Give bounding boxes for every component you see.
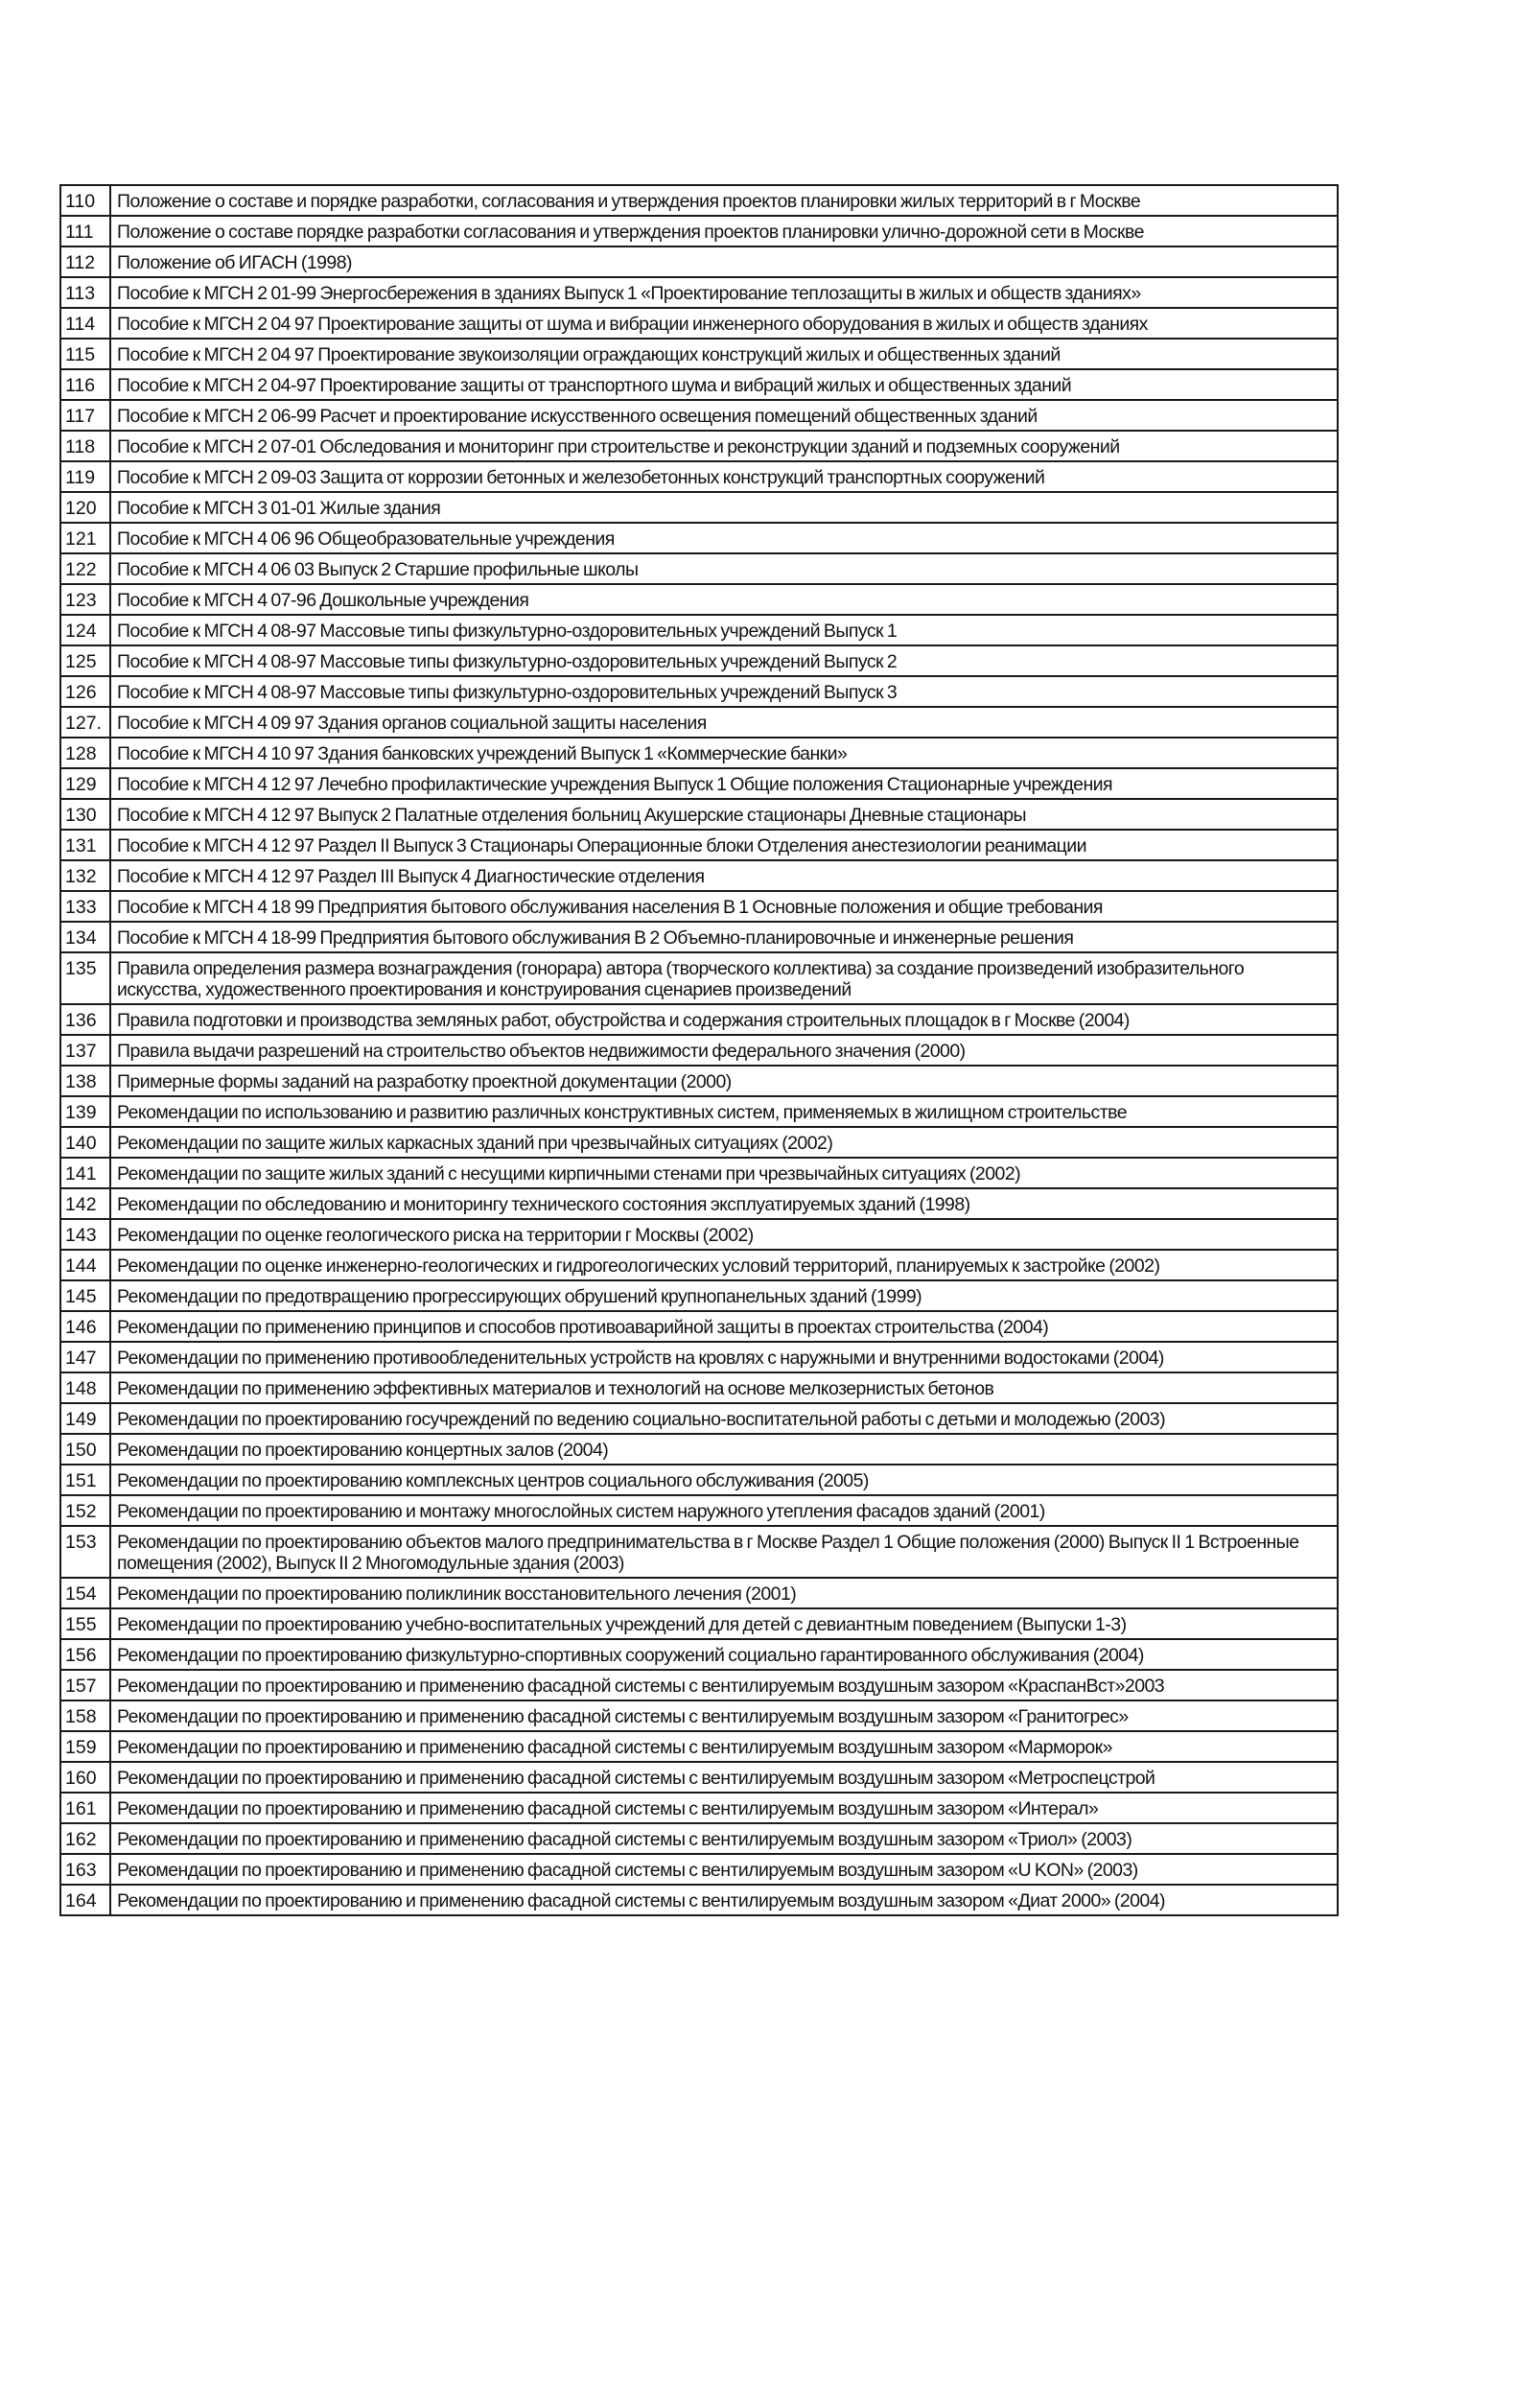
row-number: 129 xyxy=(60,768,110,799)
table-row xyxy=(60,860,1338,891)
row-number: 113 xyxy=(60,277,110,308)
table-row xyxy=(60,1250,1338,1280)
row-number: 145 xyxy=(60,1280,110,1311)
row-number: 151 xyxy=(60,1465,110,1495)
document-title: Рекомендации по проектированию физкультурно-спортивных сооружений социально гарантированного обслуживания (2004) xyxy=(110,1639,1338,1670)
table-row xyxy=(60,553,1338,584)
document-title: Положение о составе и порядке разработки, согласования и утверждения проектов планировки жилых территорий в г Москве xyxy=(110,185,1338,216)
row-number: 159 xyxy=(60,1731,110,1762)
table-row xyxy=(60,461,1338,492)
row-number: 164 xyxy=(60,1885,110,1915)
row-number: 122 xyxy=(60,553,110,584)
document-title: Правила определения размера вознаграждения (гонорара) автора (творческого коллектива) за создание произведений изобразительного искусства, художественного проектирования и конструирования сценариев произведений xyxy=(110,952,1338,1004)
table-row xyxy=(60,1096,1338,1127)
document-title: Рекомендации по проектированию и применению фасадной системы с вентилируемым воздушным зазором «Диат 2000» (2004) xyxy=(110,1885,1338,1915)
table-row xyxy=(60,1035,1338,1066)
document-title: Рекомендации по проектированию и монтажу многослойных систем наружного утепления фасадов зданий (2001) xyxy=(110,1495,1338,1526)
table-row xyxy=(60,1311,1338,1342)
document-title: Пособие к МГСН 2 09-03 Защита от коррозии бетонных и железобетонных конструкций транспортных сооружений xyxy=(110,461,1338,492)
documents-table-body xyxy=(60,185,1338,1915)
row-number: 120 xyxy=(60,492,110,523)
row-number: 148 xyxy=(60,1372,110,1403)
table-row xyxy=(60,584,1338,615)
document-title: Рекомендации по проектированию госучреждений по ведению социально-воспитательной работы с детьми и молодежью (2003) xyxy=(110,1403,1338,1434)
table-row xyxy=(60,1066,1338,1096)
table-row xyxy=(60,1372,1338,1403)
document-title: Рекомендации по защите жилых зданий с несущими кирпичными стенами при чрезвычайных ситуациях (2002) xyxy=(110,1158,1338,1188)
table-row xyxy=(60,523,1338,553)
row-number: 141 xyxy=(60,1158,110,1188)
row-number: 163 xyxy=(60,1854,110,1885)
document-title: Рекомендации по проектированию и применению фасадной системы с вентилируемым воздушным зазором «Гранитогрес» xyxy=(110,1700,1338,1731)
table-row xyxy=(60,645,1338,676)
table-row xyxy=(60,277,1338,308)
row-number: 119 xyxy=(60,461,110,492)
table-row xyxy=(60,1434,1338,1465)
table-row xyxy=(60,400,1338,431)
document-title: Положение об ИГАСН (1998) xyxy=(110,246,1338,277)
document-title: Рекомендации по проектированию и применению фасадной системы с вентилируемым воздушным зазором «U KON» (2003) xyxy=(110,1854,1338,1885)
row-number: 153 xyxy=(60,1526,110,1578)
document-title: Рекомендации по проектированию и применению фасадной системы с вентилируемым воздушным зазором «Марморок» xyxy=(110,1731,1338,1762)
document-title: Рекомендации по оценке геологического риска на территории г Москвы (2002) xyxy=(110,1219,1338,1250)
table-row xyxy=(60,1280,1338,1311)
row-number: 127. xyxy=(60,707,110,738)
table-row xyxy=(60,1158,1338,1188)
row-number: 155 xyxy=(60,1608,110,1639)
row-number: 131 xyxy=(60,830,110,860)
table-row xyxy=(60,1342,1338,1372)
table-row xyxy=(60,768,1338,799)
row-number: 136 xyxy=(60,1004,110,1035)
row-number: 128 xyxy=(60,738,110,768)
row-number: 150 xyxy=(60,1434,110,1465)
document-title: Рекомендации по предотвращению прогрессирующих обрушений крупнопанельных зданий (1999) xyxy=(110,1280,1338,1311)
table-row xyxy=(60,1004,1338,1035)
row-number: 139 xyxy=(60,1096,110,1127)
document-title: Пособие к МГСН 2 01-99 Энергосбережения в зданиях Выпуск 1 «Проектирование теплозащиты в жилых и обществ зданиях» xyxy=(110,277,1338,308)
row-number: 115 xyxy=(60,339,110,369)
row-number: 158 xyxy=(60,1700,110,1731)
table-row xyxy=(60,216,1338,246)
document-title: Пособие к МГСН 4 08-97 Массовые типы физкультурно-оздоровительных учреждений Выпуск 3 xyxy=(110,676,1338,707)
row-number: 114 xyxy=(60,308,110,339)
document-title: Рекомендации по проектированию концертных залов (2004) xyxy=(110,1434,1338,1465)
row-number: 156 xyxy=(60,1639,110,1670)
document-title: Пособие к МГСН 4 12 97 Лечебно профилактические учреждения Выпуск 1 Общие положения Стационарные учреждения xyxy=(110,768,1338,799)
document-title: Примерные формы заданий на разработку проектной документации (2000) xyxy=(110,1066,1338,1096)
table-row xyxy=(60,1731,1338,1762)
documents-table xyxy=(59,184,1339,1916)
table-row xyxy=(60,339,1338,369)
row-number: 146 xyxy=(60,1311,110,1342)
document-title: Рекомендации по проектированию объектов малого предпринимательства в г Москве Раздел 1 Общие положения (2000) Выпуск II 1 Встроенные помещения (2002), Выпуск II 2 Многомодульные здания (2003) xyxy=(110,1526,1338,1578)
row-number: 118 xyxy=(60,431,110,461)
table-row xyxy=(60,707,1338,738)
document-title: Пособие к МГСН 4 08-97 Массовые типы физкультурно-оздоровительных учреждений Выпуск 1 xyxy=(110,615,1338,645)
document-title: Пособие к МГСН 2 07-01 Обследования и мониторинг при строительстве и реконструкции зданий и подземных сооружений xyxy=(110,431,1338,461)
table-row xyxy=(60,952,1338,1004)
row-number: 154 xyxy=(60,1578,110,1608)
table-row xyxy=(60,1403,1338,1434)
table-row xyxy=(60,676,1338,707)
table-row xyxy=(60,1700,1338,1731)
table-row xyxy=(60,1465,1338,1495)
row-number: 144 xyxy=(60,1250,110,1280)
document-title: Пособие к МГСН 3 01-01 Жилые здания xyxy=(110,492,1338,523)
row-number: 152 xyxy=(60,1495,110,1526)
table-row xyxy=(60,1188,1338,1219)
document-title: Рекомендации по проектированию учебно-воспитательных учреждений для детей с девиантным поведением (Выпуски 1-3) xyxy=(110,1608,1338,1639)
row-number: 135 xyxy=(60,952,110,1004)
table-row xyxy=(60,1762,1338,1793)
document-title: Рекомендации по проектированию и применению фасадной системы с вентилируемым воздушным зазором «Метроспецстрой xyxy=(110,1762,1338,1793)
document-title: Рекомендации по обследованию и мониторингу технического состояния эксплуатируемых зданий (1998) xyxy=(110,1188,1338,1219)
document-title: Пособие к МГСН 2 04 97 Проектирование звукоизоляции ограждающих конструкций жилых и общественных зданий xyxy=(110,339,1338,369)
document-title: Положение о составе порядке разработки согласования и утверждения проектов планировки улично-дорожной сети в Москве xyxy=(110,216,1338,246)
table-row xyxy=(60,1793,1338,1823)
row-number: 133 xyxy=(60,891,110,922)
row-number: 116 xyxy=(60,369,110,400)
document-title: Рекомендации по применению противообледенительных устройств на кровлях с наружными и внутренними водостоками (2004) xyxy=(110,1342,1338,1372)
table-row xyxy=(60,738,1338,768)
table-row xyxy=(60,431,1338,461)
document-title: Рекомендации по оценке инженерно-геологических и гидрогеологических условий территорий, планируемых к застройке (2002) xyxy=(110,1250,1338,1280)
row-number: 157 xyxy=(60,1670,110,1700)
row-number: 147 xyxy=(60,1342,110,1372)
row-number: 140 xyxy=(60,1127,110,1158)
document-title: Пособие к МГСН 4 10 97 Здания банковских учреждений Выпуск 1 «Коммерческие банки» xyxy=(110,738,1338,768)
table-row xyxy=(60,246,1338,277)
row-number: 124 xyxy=(60,615,110,645)
row-number: 123 xyxy=(60,584,110,615)
table-row xyxy=(60,615,1338,645)
row-number: 110 xyxy=(60,185,110,216)
row-number: 137 xyxy=(60,1035,110,1066)
table-row xyxy=(60,1670,1338,1700)
row-number: 126 xyxy=(60,676,110,707)
table-row xyxy=(60,1219,1338,1250)
document-title: Пособие к МГСН 4 18 99 Предприятия бытового обслуживания населения В 1 Основные положения и общие требования xyxy=(110,891,1338,922)
document-title: Пособие к МГСН 4 06 96 Общеобразовательные учреждения xyxy=(110,523,1338,553)
table-row xyxy=(60,891,1338,922)
document-title: Рекомендации по защите жилых каркасных зданий при чрезвычайных ситуациях (2002) xyxy=(110,1127,1338,1158)
row-number: 134 xyxy=(60,922,110,952)
table-row xyxy=(60,369,1338,400)
document-title: Рекомендации по применению принципов и способов противоаварийной защиты в проектах строительства (2004) xyxy=(110,1311,1338,1342)
table-row xyxy=(60,492,1338,523)
document-title: Пособие к МГСН 2 06-99 Расчет и проектирование искусственного освещения помещений общественных зданий xyxy=(110,400,1338,431)
document-title: Рекомендации по проектированию комплексных центров социального обслуживания (2005) xyxy=(110,1465,1338,1495)
document-title: Пособие к МГСН 4 06 03 Выпуск 2 Старшие профильные школы xyxy=(110,553,1338,584)
document-title: Пособие к МГСН 4 18-99 Предприятия бытового обслуживания В 2 Объемно-планировочные и инженерные решения xyxy=(110,922,1338,952)
row-number: 111 xyxy=(60,216,110,246)
document-title: Правила выдачи разрешений на строительство объектов недвижимости федерального значения (2000) xyxy=(110,1035,1338,1066)
document-title: Рекомендации по проектированию и применению фасадной системы с вентилируемым воздушным зазором «Триол» (2003) xyxy=(110,1823,1338,1854)
row-number: 117 xyxy=(60,400,110,431)
row-number: 161 xyxy=(60,1793,110,1823)
document-title: Пособие к МГСН 4 08-97 Массовые типы физкультурно-оздоровительных учреждений Выпуск 2 xyxy=(110,645,1338,676)
document-title: Правила подготовки и производства земляных работ, обустройства и содержания строительных площадок в г Москве (2004) xyxy=(110,1004,1338,1035)
table-row xyxy=(60,1639,1338,1670)
table-row xyxy=(60,1885,1338,1915)
document-title: Пособие к МГСН 4 09 97 Здания органов социальной защиты населения xyxy=(110,707,1338,738)
row-number: 130 xyxy=(60,799,110,830)
row-number: 112 xyxy=(60,246,110,277)
document-title: Пособие к МГСН 4 12 97 Выпуск 2 Палатные отделения больниц Акушерские стационары Дневные стационары xyxy=(110,799,1338,830)
table-row xyxy=(60,1608,1338,1639)
document-title: Рекомендации по применению эффективных материалов и технологий на основе мелкозернистых бетонов xyxy=(110,1372,1338,1403)
document-title: Рекомендации по проектированию поликлиник восстановительного лечения (2001) xyxy=(110,1578,1338,1608)
document-title: Пособие к МГСН 4 12 97 Раздел III Выпуск 4 Диагностические отделения xyxy=(110,860,1338,891)
document-title: Пособие к МГСН 2 04 97 Проектирование защиты от шума и вибрации инженерного оборудования в жилых и обществ зданиях xyxy=(110,308,1338,339)
row-number: 143 xyxy=(60,1219,110,1250)
table-row xyxy=(60,1578,1338,1608)
table-row xyxy=(60,830,1338,860)
table-row xyxy=(60,922,1338,952)
document-title: Рекомендации по использованию и развитию различных конструктивных систем, применяемых в жилищном строительстве xyxy=(110,1096,1338,1127)
row-number: 132 xyxy=(60,860,110,891)
row-number: 121 xyxy=(60,523,110,553)
table-row xyxy=(60,1854,1338,1885)
document-title: Пособие к МГСН 2 04-97 Проектирование защиты от транспортного шума и вибраций жилых и общественных зданий xyxy=(110,369,1338,400)
document-title: Пособие к МГСН 4 12 97 Раздел II Выпуск 3 Стационары Операционные блоки Отделения анестезиологии реанимации xyxy=(110,830,1338,860)
row-number: 125 xyxy=(60,645,110,676)
document-title: Пособие к МГСН 4 07-96 Дошкольные учреждения xyxy=(110,584,1338,615)
row-number: 138 xyxy=(60,1066,110,1096)
table-row xyxy=(60,308,1338,339)
document-title: Рекомендации по проектированию и применению фасадной системы с вентилируемым воздушным зазором «КраспанВст»2003 xyxy=(110,1670,1338,1700)
table-row xyxy=(60,1823,1338,1854)
table-row xyxy=(60,1526,1338,1578)
row-number: 142 xyxy=(60,1188,110,1219)
table-row xyxy=(60,1495,1338,1526)
row-number: 162 xyxy=(60,1823,110,1854)
row-number: 160 xyxy=(60,1762,110,1793)
table-row xyxy=(60,799,1338,830)
document-title: Рекомендации по проектированию и применению фасадной системы с вентилируемым воздушным зазором «Интерал» xyxy=(110,1793,1338,1823)
row-number: 149 xyxy=(60,1403,110,1434)
table-row xyxy=(60,185,1338,216)
table-row xyxy=(60,1127,1338,1158)
